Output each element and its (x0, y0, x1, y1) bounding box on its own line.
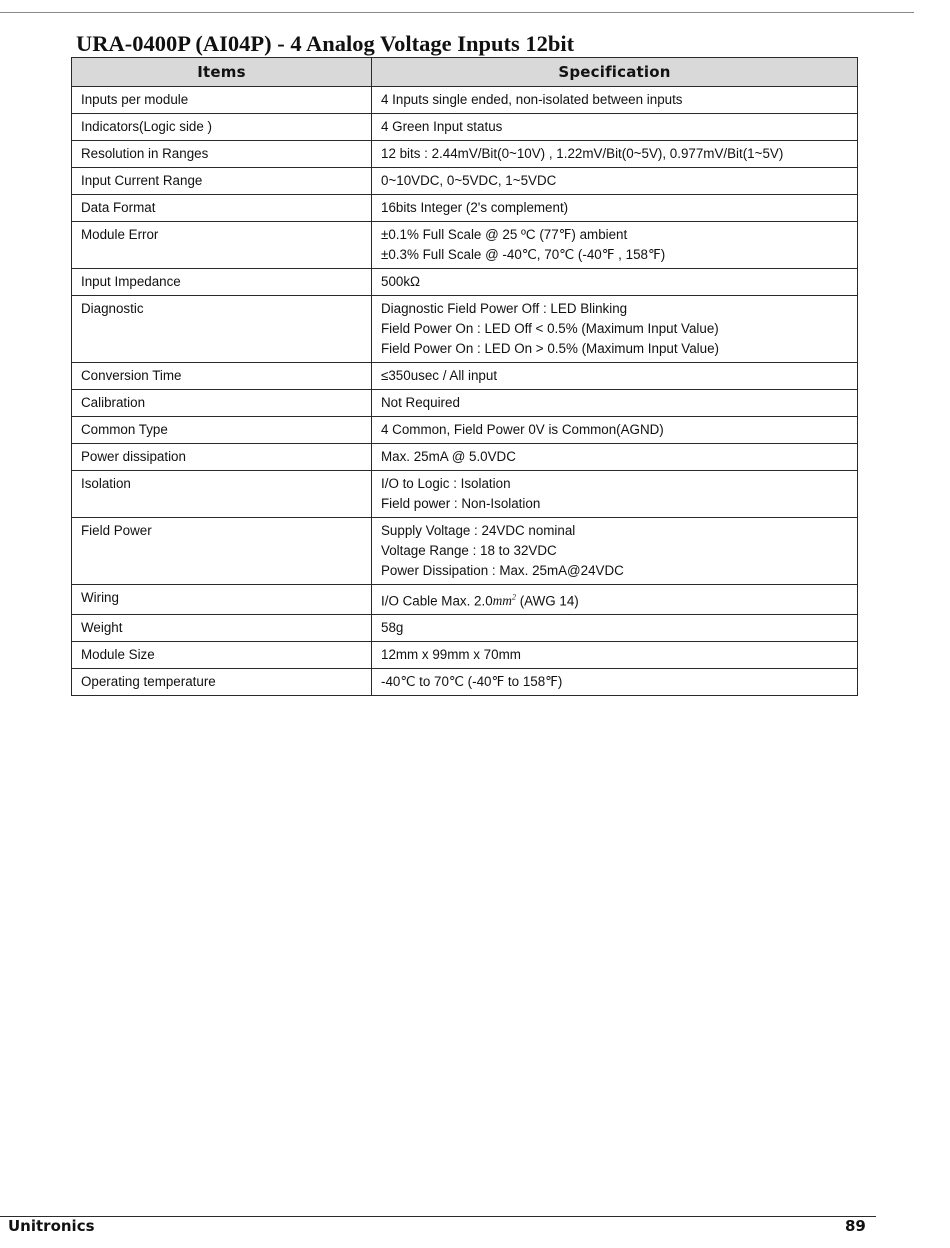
page-title: URA-0400P (AI04P) - 4 Analog Voltage Inputs 12bit (76, 31, 575, 56)
item-cell: Calibration (72, 390, 372, 417)
table-row (72, 296, 858, 363)
table-row (72, 141, 858, 168)
table-row (72, 363, 858, 390)
header-items: Items (72, 58, 372, 87)
item-cell: Common Type (72, 417, 372, 444)
spec-cell (372, 417, 858, 444)
table-row (72, 87, 858, 114)
spec-line: Not Required (381, 395, 460, 410)
table-row (72, 471, 858, 518)
spec-line: Field power : Non-Isolation (381, 496, 541, 511)
spec-line: Field Power On : LED On > 0.5% (Maximum Input Value) (381, 341, 720, 356)
spec-line: 12mm x 99mm x 70mm (381, 647, 521, 663)
footer-rule (0, 1216, 876, 1217)
spec-line: Voltage Range : 18 to 32VDC (381, 543, 557, 558)
table-row (72, 417, 858, 444)
table-row (72, 195, 858, 222)
spec-cell (372, 296, 858, 363)
spec-line: 500kΩ (381, 274, 421, 289)
spec-cell (372, 168, 858, 195)
item-cell: Module Size (72, 642, 372, 669)
table-row (72, 669, 858, 696)
spec-cell (372, 585, 858, 615)
spec-line: Diagnostic Field Power Off : LED Blinking (381, 301, 628, 316)
spec-line (381, 588, 849, 611)
spec-line: I/O to Logic : Isolation (381, 476, 511, 491)
wiring-spec-text: I/O Cable Max. 2.0 (381, 593, 493, 609)
spec-cell (372, 114, 858, 141)
table-row (72, 269, 858, 296)
spec-cell (372, 471, 858, 518)
item-cell: Wiring (72, 585, 372, 615)
spec-line: Supply Voltage : 24VDC nominal (381, 523, 576, 538)
table-row (72, 444, 858, 471)
item-cell: Data Format (72, 195, 372, 222)
page-number: 89 (845, 1217, 866, 1235)
spec-line: 12 bits : 2.44mV/Bit(0~10V) , 1.22mV/Bit(0~5V), 0.977mV/Bit(1~5V) (381, 146, 784, 161)
table-row (72, 222, 858, 269)
spec-line: ≤350usec / All input (381, 368, 498, 383)
spec-line: 58g (381, 620, 404, 636)
table-row (72, 518, 858, 585)
item-cell: Module Error (72, 222, 372, 269)
spec-cell (372, 141, 858, 168)
item-cell: Inputs per module (72, 87, 372, 114)
spec-cell (372, 363, 858, 390)
header-specification: Specification (372, 58, 858, 87)
table-row (72, 168, 858, 195)
spec-line: -40℃ to 70℃ (-40℉ to 158℉) (381, 674, 563, 690)
table-row (72, 390, 858, 417)
spec-cell (372, 669, 858, 696)
wiring-spec-suffix: (AWG 14) (515, 593, 579, 609)
table-row (72, 114, 858, 141)
spec-cell (372, 195, 858, 222)
spec-line: 16bits Integer (2's complement) (381, 200, 569, 215)
item-cell: Isolation (72, 471, 372, 518)
table-header-row (72, 58, 858, 87)
table-row (72, 585, 858, 615)
spec-cell (372, 390, 858, 417)
spec-cell (372, 444, 858, 471)
spec-line: Field Power On : LED Off < 0.5% (Maximum Input Value) (381, 321, 719, 336)
spec-line: Max. 25mA @ 5.0VDC (381, 449, 516, 464)
top-rule (0, 12, 914, 13)
spec-line: ±0.1% Full Scale @ 25 ºC (77℉) ambient (381, 227, 628, 242)
item-cell: Resolution in Ranges (72, 141, 372, 168)
spec-line: 4 Inputs single ended, non-isolated between inputs (381, 92, 683, 107)
spec-cell (372, 222, 858, 269)
item-cell: Diagnostic (72, 296, 372, 363)
wiring-unit (493, 593, 516, 608)
item-cell: Operating temperature (72, 669, 372, 696)
item-cell: Weight (72, 615, 372, 642)
spec-cell (372, 269, 858, 296)
item-cell: Input Current Range (72, 168, 372, 195)
spec-cell (372, 87, 858, 114)
spec-line: 4 Green Input status (381, 119, 503, 134)
spec-line: 0~10VDC, 0~5VDC, 1~5VDC (381, 173, 557, 188)
table-row (72, 642, 858, 669)
spec-cell (372, 518, 858, 585)
spec-table (71, 57, 858, 696)
item-cell: Conversion Time (72, 363, 372, 390)
spec-line: ±0.3% Full Scale @ -40℃, 70℃ (-40℉ , 158℉) (381, 247, 666, 262)
wiring-unit-exponent: 2 (511, 593, 516, 602)
footer-brand: Unitronics (8, 1217, 95, 1235)
item-cell: Power dissipation (72, 444, 372, 471)
spec-line: 4 Common, Field Power 0V is Common(AGND) (381, 422, 664, 437)
spec-cell (372, 642, 858, 669)
spec-line: Power Dissipation : Max. 25mA@24VDC (381, 563, 624, 578)
item-cell: Field Power (72, 518, 372, 585)
item-cell: Indicators(Logic side ) (72, 114, 372, 141)
spec-cell (372, 615, 858, 642)
table-row (72, 615, 858, 642)
item-cell: Input Impedance (72, 269, 372, 296)
wiring-unit-base: mm (492, 593, 512, 609)
